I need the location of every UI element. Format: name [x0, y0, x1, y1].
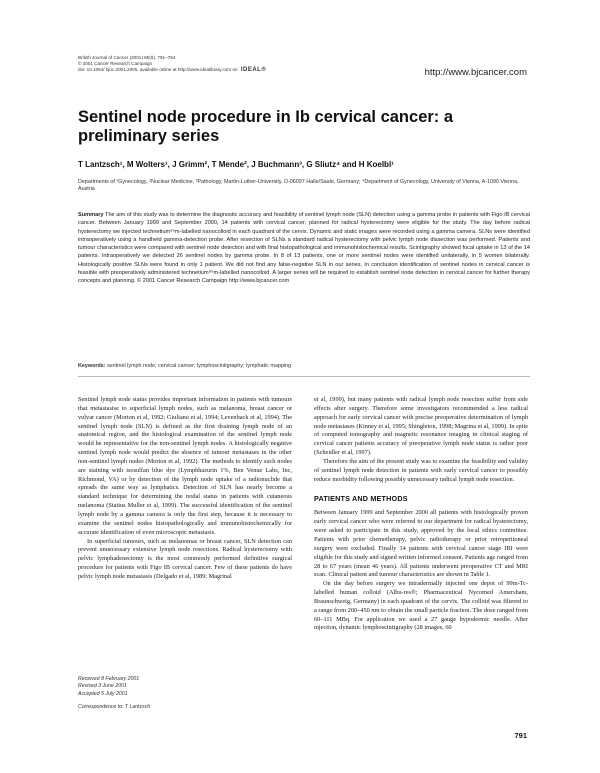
- divider: [78, 376, 530, 377]
- doi-line: [78, 67, 266, 73]
- body-column-left: [78, 396, 292, 582]
- copyright-line: © 2001 Cancer Research Campaign: [78, 61, 153, 67]
- correspondence-label: Correspondence to:: [78, 704, 124, 710]
- journal-header: [78, 55, 266, 74]
- received-date: Received 8 February 2001: [78, 676, 140, 682]
- article-title: Sentinel node procedure in Ib cervical cancer: a preliminary series: [78, 108, 454, 145]
- paragraph: et al, 1999), but many patients with radical lymph node resection suffer from side effects after surgery. Therefore some investigators recommended a less radical approach for early cervical cancer with precise preoperative determination of lymph node metastases (Kinney et al, 1995; Shingleton, 1998; Magrina et al, 1999). In spite of computed tomography and magnetic resonance imaging in clinical staging of cervical cancer patients accuracy of preoperative lymph node status is rather poor (Scheidler et al, 1997).: [314, 396, 528, 457]
- revised-date: Revised 3 June 2001: [78, 683, 127, 690]
- author-list: T Lantzsch¹, M Wolters¹, J Grimm², T Mende², J Buchmann³, G Sliutz⁴ and H Koelbl¹: [78, 160, 394, 169]
- summary-text: The aim of this study was to determine the diagnostic accuracy and feasibility of sentinel lymph node (SLN) detection using a gamma probe in patients with Figo IB cervical cancer. Between January 1999 and September 2000, 14 patients with cervical cancer, planned for radical hysterectomy were eligible for the study. The day before radical hysterectomy we injected technetium⁹⁹m-labelled nanocolloid in each quadrant of the cervix. Dynamic and static images were recorded using a gamma camera. SLNs were identified intraoperatively using a handheld gamma-detection probe. After resection of SLNs a standard radical hysterectomy with pelvic lymph node dissection was performed. Patients and tumour characteristics were compared with sentinel node detection and with final histopathological and immunohistochemical results. Scintigraphy showed focal uptake in 13 of the 14 patients. Intraoperatively we detected 26 sentinel nodes by gamma probe. In 8 of 13 patients, one or more sentinel nodes were identified unilaterally, in 5 women bilaterally. Histologically positive SLNs were found in only 1 patient. We did not find any false-negative SLN in our series. In conclusion identification of sentinel nodes in cervical cancer is feasible with preoperatively administered technetium⁹⁹m-labelled nanocolloid. A larger series will be required to establish sentinel node detection in cervical cancer for further therapy concepts and planning. © 2001 Cancer Research Campaign http://www.bjcancer.com: [78, 212, 531, 285]
- affiliations: Departments of ¹Gynecology, ²Nuclear Medicine, ³Pathology, Martin-Luther-University, D-06097 Halle/Saale, Germany; ⁴Department of Gynecology, University of Vienna, A-1090 Vienna, Austria: [78, 179, 519, 193]
- paragraph: On the day before surgery we intradermally injected one depot of 99m-Tc-labelled human colloid (Albu-res®; Pharmaceutical Nycomed Amersham, Braunschweig, Germany) in each quadrant of the cervix. The colloid was filtered to a range from 200–450 nm to obtain the small particle fraction. The dose ranged from 60–111 MBq. For application we used a 27 gauge hypodermic needle. After injection, dynamic lymphoscintigraphy (28 images, 60: [314, 580, 528, 632]
- body-column-right: [314, 396, 528, 633]
- journal-citation: British Journal of Cancer (2001) 85(6), 791–794: [78, 55, 176, 60]
- paragraph: Sentinel lymph node status provides important information in patients with tumours that metastasise to superficial lymph nodes, such as melanoma, breast cancer or vulvar cancer (Morton et al, 1992; Giuliano et al, 1994; Levenback et al, 1994). The sentinel lymph node (SLN) is defined as the first draining lymph node of an anatomical region, and the histological examination of the sentinel lymph node would be representative for the non-sentinel lymph nodes. A histologically negative sentinel lymph node would predict the absence of tumour metastases in the other non-sentinel lymph nodes (Morton et al, 1992). The methods to identify such nodes are staining with isosulfan blue dye (Lymphhazurin 1%, Ben Venue Labs, Inc, Richmond, VA) or by detection of the lymph node uptake of a radionuclide that spreads the same way as lymphatics. Detection of SLN has nearly become a standard technique for determining the nodal status in patients with cutaneous melanoma (Statius Muller et al, 1999). The successful identification of the sentinel lymph node by a gamma camera is only the first step, because it is necessary to examine the sentinel nodes histopathologically and immunohistochemically for accurate identification of even microscopic metastasis.: [78, 396, 292, 536]
- correspondence-name: T Lantzsch: [124, 704, 151, 710]
- keywords-label: Keywords:: [78, 363, 106, 369]
- ideal-logo: IDEAL®: [240, 67, 267, 74]
- abstract: [78, 211, 530, 286]
- accepted-date: Accepted 5 July 2001: [78, 690, 128, 697]
- paragraph: Between January 1999 and September 2000 all patients with histologically proven early cervical cancer who were referred to our department for radical hysterectomy, were asked to participate in this study, approved by the local ethics committee. Patients with prior chemotherapy, pelvic radiotherapy or prior retroperitoneal surgery were excluded. Finally 14 patients with cervical cancer stage IBI were eligible for this study and signed written informed consent. Patients age ranged from 28 to 67 years (mean 46 years). All patients underwent preoperative CT and MRI scan. Clinical patient and tumour characteristics are shown in Table 1.: [314, 509, 528, 579]
- keywords: [78, 363, 528, 369]
- page-number: 791: [514, 731, 527, 740]
- section-heading: PATIENTS AND METHODS: [314, 494, 408, 504]
- summary-label: Summary: [78, 212, 104, 218]
- keywords-text: sentinel lymph node; cervical cancer; lymphoscintigraphy; lymphatic mapping: [107, 363, 292, 369]
- paragraph: Therefore the aim of the present study was to examine the feasibility and validity of sentinel lymph node detection in patients with early cervical cancer to possibly reduce morbidity following possibly unnecessary radical lymph node resection.: [314, 457, 528, 483]
- article-dates: [78, 676, 139, 698]
- journal-url[interactable]: http://www.bjcancer.com: [424, 67, 527, 78]
- correspondence: [78, 704, 150, 710]
- paragraph: In superficial tumours, such as melanomas or breast cancer, SLN detection can prevent unnecessary extensive lymph node resections. Radical hysterectomy with pelvic lymphadenectomy is the most commonly performed definitive surgical procedure for patients with Figo IB cervical cancer. Few of these patients do have pelvic lymph node metastasis (Delgado et al, 1989; Magrinal: [78, 537, 292, 580]
- doi-text: doi: 10.1054/ bjoc.2001.2005, available online at http://www.idealibrary.com on: [78, 67, 238, 73]
